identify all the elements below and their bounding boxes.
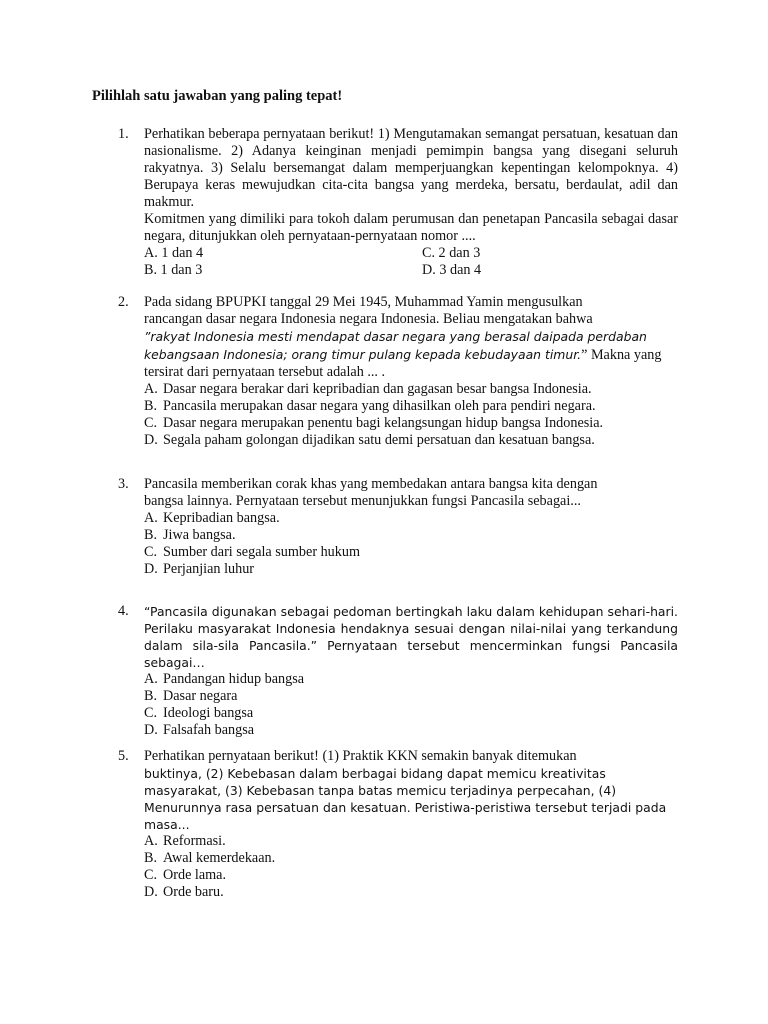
option-text: Jiwa bangsa. [163,527,236,543]
question-number: 3. [118,476,129,492]
question-stem: “Pancasila digunakan sebagai pedoman bertingkah laku dalam kehidupan sehari-hari. Perilaku masyarakat Indonesia hendaknya sesuai dengan nilai-nilai yang terkandung dalam sila-sila Pancasila.” Pernyataan tersebut mencerminkan fungsi Pancasila sebagai… [144,604,678,670]
answer-option[interactable] [144,561,678,578]
option-letter: B. [144,688,158,704]
answer-option[interactable] [144,867,678,884]
question-stem-line: Menurunnya rasa persatuan dan kesatuan. Peristiwa-peristiwa tersebut terjadi pada [144,800,667,815]
answer-option[interactable] [144,850,678,867]
option-letter: B. [144,850,158,866]
option-letter: D. [144,432,158,448]
question-number: 1. [118,126,129,142]
option-letter: A. [144,833,158,849]
question-stem-line: tersirat dari pernyataan tersebut adalah ... . [144,364,386,380]
question-number: 4. [118,603,129,619]
answer-option[interactable] [144,381,678,398]
answer-option[interactable] [144,544,678,561]
question-4 [118,603,678,739]
option-letter: A. [144,671,158,687]
question-stem-line: Pancasila memberikan corak khas yang membedakan antara bangsa kita dengan [144,476,598,492]
question-number: 2. [118,294,129,310]
question-stem-line: masyarakat, (3) Kebebasan tanpa batas memicu terjadinya perpecahan, (4) [144,783,617,798]
question-stem-line: buktinya, (2) Kebebasan dalam berbagai bidang dapat memicu kreativitas [144,766,606,781]
option-letter: D. [144,722,158,738]
answer-options [144,245,678,279]
question-stem-line: Pada sidang BPUPKI tanggal 29 Mei 1945, Muhammad Yamin mengusulkan [144,294,583,310]
answer-option[interactable] [144,415,678,432]
answer-option[interactable] [144,432,678,449]
question-stem: Perhatikan beberapa pernyataan berikut! 1) Mengutamakan semangat persatuan, kesatuan dan nasionalisme. 2) Adanya keinginan menjadi pemimpin bangsa yang disegani seluruh rakyatnya. 3) Selalu bersemangat dalam memperjuangkan kepentingan kelompoknya. 4) Berupaya keras mewujudkan cita-cita bangsa yang merdeka, bersatu, berdaulat, adil dan makmur. [144,126,678,210]
answer-option[interactable]: A. 1 dan 4 [144,245,204,261]
option-text: Dasar negara merupakan penentu bagi kelangsungan hidup bangsa Indonesia. [163,415,604,431]
answer-option[interactable] [144,527,678,544]
option-letter: C. [144,415,158,431]
answer-option[interactable]: B. 1 dan 3 [144,262,203,278]
question-stem-line: bangsa lainnya. Pernyataan tersebut menunjukkan fungsi Pancasila sebagai... [144,493,581,509]
option-text: Dasar negara berakar dari kepribadian dan gagasan besar bangsa Indonesia. [163,381,592,397]
option-letter: D. [144,884,158,900]
answer-option[interactable]: C. 2 dan 3 [422,245,481,261]
option-letter: A. [144,381,158,397]
option-letter: C. [144,867,158,883]
answer-option[interactable] [144,398,678,415]
option-text: Ideologi bangsa [163,705,254,721]
option-text: Pancasila merupakan dasar negara yang dihasilkan oleh para pendiri negara. [163,398,596,414]
question-1 [118,126,678,279]
option-text: Pandangan hidup bangsa [163,671,305,687]
option-letter: C. [144,705,158,721]
option-text: Segala paham golongan dijadikan satu demi persatuan dan kesatuan bangsa. [163,432,595,448]
answer-option[interactable] [144,671,678,688]
option-text: Awal kemerdekaan. [163,850,276,866]
option-letter: D. [144,561,158,577]
question-prompt: Komitmen yang dimiliki para tokoh dalam perumusan dan penetapan Pancasila sebagai dasar negara, ditunjukkan oleh pernyataan-pernyataan nomor .... [144,211,678,244]
question-3 [118,476,678,578]
question-stem-line: Perhatikan pernyataan berikut! (1) Praktik KKN semakin banyak ditemukan [144,748,577,764]
option-text: Perjanjian luhur [163,561,255,577]
option-letter: B. [144,527,158,543]
question-number: 5. [118,748,129,764]
quoted-statement: ”rakyat Indonesia mesti mendapat dasar negara yang berasal daipada perdaban kebangsaan Indonesia; orang timur pulang kepada kebudayaan timur. [144,329,647,362]
answer-option[interactable] [144,688,678,705]
answer-option[interactable] [144,833,678,850]
question-stem-line: rancangan dasar negara Indonesia negara Indonesia. Beliau mengatakan bahwa [144,311,593,327]
answer-option[interactable] [144,510,678,527]
instruction-heading: Pilihlah satu jawaban yang paling tepat! [92,88,343,104]
question-2 [118,294,678,449]
option-letter: B. [144,398,158,414]
option-text: Reformasi. [163,833,226,849]
option-text: Orde lama. [163,867,227,883]
option-text: Dasar negara [163,688,238,704]
option-text: Falsafah bangsa [163,722,255,738]
option-text: Orde baru. [163,884,224,900]
question-5 [118,748,678,901]
option-letter: A. [144,510,158,526]
answer-option[interactable] [144,884,678,901]
option-letter: C. [144,544,158,560]
answer-option[interactable] [144,705,678,722]
option-text: Sumber dari segala sumber hukum [163,544,361,560]
question-stem-line: masa... [144,817,190,832]
answer-option[interactable] [144,722,678,739]
quote-close: ” Makna yang [581,347,662,363]
answer-option[interactable]: D. 3 dan 4 [422,262,482,278]
option-text: Kepribadian bangsa. [163,510,280,526]
